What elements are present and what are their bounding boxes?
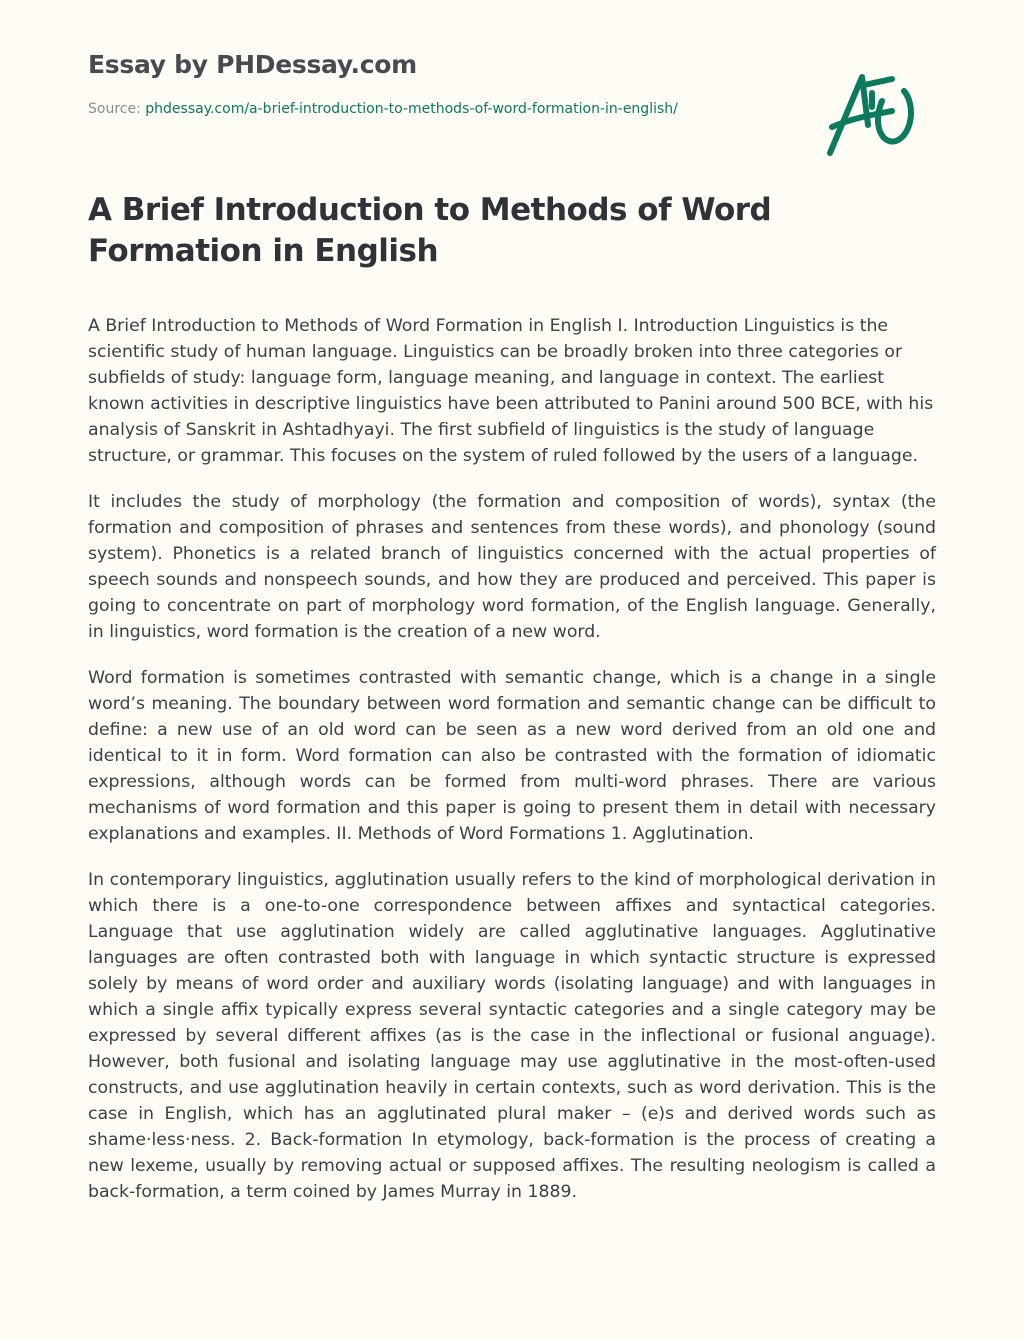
paragraph: A Brief Introduction to Methods of Word Formation in English I. Introduction Linguistics is the scientific study of human language. Linguistics can be broadly broken into three categories or subfields of study: language form, language meaning, and language in context. The earliest known activities in descriptive linguistics have been attributed to Panini around 500 BCE, with his analysis of Sanskrit in Ashtadhyayi. The first subfield of linguistics is the study of language structure, or grammar. This focuses on the system of ruled followed by the users of a language.	[88, 316, 934, 466]
a-plus-logo	[820, 65, 930, 160]
essay-title: A Brief Introduction to Methods of Word Formation in English	[88, 192, 772, 269]
essay-body	[88, 313, 936, 1225]
site-brand: Essay by PHDessay.com	[88, 50, 417, 79]
paragraph: Word formation is sometimes contrasted with semantic change, which is a change in a single word’s meaning. The boundary between word formation and semantic change can be difficult to define: a new use of an old word can be seen as a new word derived from an old one and identical to it in form. Word formation can also be contrasted with the formation of idiomatic expressions, although words can be formed from multi-word phrases. There are various mechanisms of word formation and this paper is going to present them in detail with necessary explanations and examples. II. Methods of Word Formations 1. Agglutination.	[88, 668, 936, 844]
source-line	[88, 101, 678, 117]
paragraph: In contemporary linguistics, agglutination usually refers to the kind of morphological derivation in which there is a one-to-one correspondence between affixes and syntactical categories. Language that use agglutination widely are called agglutinative languages. Agglutinative languages are often contrasted both with language in which syntactic structure is expressed solely by means of word order and auxiliary words (isolating language) and with languages in which a single affix typically express several syntactic categories and a single category may be expressed by several different affixes (as is the case in the inflectional or fusional anguage). However, both fusional and isolating language may use agglutinative in the most-often-used constructs, and use agglutination heavily in certain contexts, such as word derivation. This is the case in English, which has an agglutinated plural maker – (e)s and derived words such as shame·less·ness. 2. Back-formation In etymology, back-formation is the process of creating a new lexeme, usually by removing actual or supposed affixes. The resulting neologism is called a back-formation, a term coined by James Murray in 1889.	[88, 870, 936, 1202]
paragraph: It includes the study of morphology (the formation and composition of words), syntax (the formation and composition of phrases and sentences from these words), and phonology (sound system). Phonetics is a related branch of linguistics concerned with the actual properties of speech sounds and nonspeech sounds, and how they are produced and perceived. This paper is going to concentrate on part of morphology word formation, of the English language. Generally, in linguistics, word formation is the creation of a new word.	[88, 492, 936, 642]
source-label: Source:	[88, 101, 146, 117]
source-link[interactable]: phdessay.com/a-brief-introduction-to-methods-of-word-formation-in-english/	[145, 101, 678, 117]
